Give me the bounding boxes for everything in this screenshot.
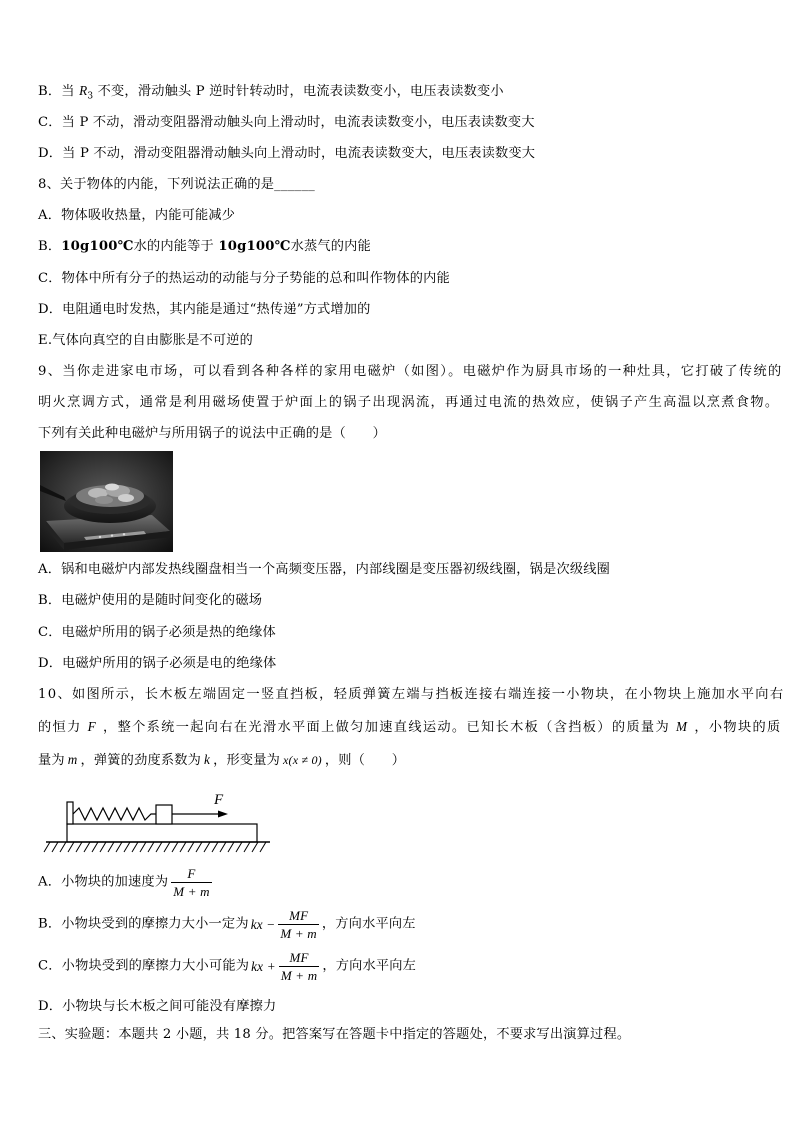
- small-block: [156, 805, 172, 824]
- induction-cooker-photo: [40, 451, 173, 552]
- q10-line3-mass-block-var: m: [67, 752, 78, 767]
- q8-option-a: A．物体吸收热量，内能可能减少: [38, 208, 236, 223]
- q10-option-c-text: C．小物块受到的摩擦力大小可能为: [38, 958, 250, 974]
- q8-option-b-suffix: 水蒸气的内能: [290, 239, 371, 254]
- q9-stem-line1: 9、当你走进家电市场，可以看到各种各样的家用电磁炉（如图）。电磁炉作为厨具市场的一种灶具，它打破了传统的: [38, 364, 783, 379]
- q8-option-b-bold1: 10g100℃: [61, 239, 134, 254]
- q10-line2-b: ，整个系统一起向右在光滑水平面上做匀加速直线运动。已知长木板（含挡板）的质量为: [103, 720, 670, 735]
- q8-option-e: E.气体向真空的自由膨胀是不可逆的: [38, 333, 254, 348]
- q10-option-b-fraction: [278, 908, 319, 941]
- q9-option-d: D．电磁炉所用的锅子必须是电的绝缘体: [38, 656, 277, 671]
- q9-stem-line2: 明火烹调方式，通常是利用磁场使置于炉面上的锅子出现涡流，再通过电流的热效应，使锅子产生高温以烹煮食物。: [38, 395, 780, 410]
- q8-option-b-mid: 水的内能等于: [133, 239, 219, 254]
- spring-block-board-diagram: [42, 788, 274, 858]
- q7-option-d: D．当 P 不动，滑动变阻器滑动触头向上滑动时，电流表读数变大，电压表读数变大: [38, 146, 536, 161]
- q10-option-a-denominator: M + m: [173, 884, 210, 899]
- q8-option-b-bold2: 10g100℃: [218, 239, 291, 254]
- q7-option-b-suffix: 不变，滑动触头 P 逆时针转动时，电流表读数变小，电压表读数变小: [93, 84, 504, 99]
- q10-option-a-fraction: [171, 866, 212, 899]
- q8-option-d: D．电阻通电时发热，其内能是通过“热传递”方式增加的: [38, 302, 371, 317]
- q10-line3-d: ，则（ ）: [324, 753, 406, 768]
- stop-plate: [67, 802, 73, 824]
- q7-option-b-r: R: [79, 83, 88, 98]
- q9-stem-line3: 下列有关此种电磁炉与所用锅子的说法中正确的是（ ）: [38, 426, 387, 441]
- q10-option-d: D．小物块与长木板之间可能没有摩擦力: [38, 999, 277, 1014]
- q10-line3-b: ，弹簧的劲度系数为: [80, 753, 202, 768]
- q8-option-c: C．物体中所有分子的热运动的动能与分子势能的总和叫作物体的内能: [38, 271, 450, 286]
- q10-option-c: [38, 950, 416, 983]
- q7-option-b: [38, 82, 504, 106]
- q10-stem-line1: 10、如图所示，长木板左端固定一竖直挡板，轻质弹簧左端与挡板连接右端连接一小物块，在小物块上施加水平向右: [38, 687, 785, 702]
- q10-option-c-denominator: M + m: [280, 968, 318, 983]
- section3-heading: 三、实验题：本题共 2 小题，共 18 分。把答案写在答题卡中指定的答题处，不要求写出演算过程。: [38, 1027, 631, 1042]
- q10-line2-force-var: F: [87, 719, 98, 734]
- q10-option-a-text: A．小物块的加速度为: [38, 874, 169, 890]
- q10-option-b-numerator: MF: [278, 908, 319, 925]
- q10-line3-c: ，形变量为: [213, 753, 281, 768]
- q10-stem-line3: [38, 751, 405, 770]
- q10-option-b-text: B．小物块受到的摩擦力大小一定为: [38, 916, 249, 932]
- q10-line3-deformation-var: x(x ≠ 0): [283, 753, 322, 767]
- q10-line2-c: ，小物块的质: [694, 720, 782, 735]
- q7-option-b-prefix: B．当: [38, 84, 80, 99]
- q9-option-b: B．电磁炉使用的是随时间变化的磁场: [38, 593, 263, 608]
- q10-option-b-denominator: M + m: [280, 926, 317, 941]
- q10-option-a: [38, 866, 215, 899]
- q8-stem: 8、关于物体的内能，下列说法正确的是______: [38, 177, 315, 192]
- ground-hatching: [44, 842, 266, 852]
- q7-option-b-r-sub: 3: [87, 91, 94, 102]
- q10-line3-a: 量为: [38, 753, 65, 768]
- q10-option-b: [38, 908, 416, 941]
- q10-option-b-suffix: ，方向水平向左: [321, 916, 416, 932]
- q10-option-c-numerator: MF: [279, 950, 320, 967]
- q8-option-b: [38, 238, 371, 256]
- q7-option-c: C．当 P 不动，滑动变阻器滑动触头向上滑动时，电流表读数变小，电压表读数变大: [38, 115, 535, 130]
- long-board: [67, 824, 257, 842]
- q10-option-c-fraction: [279, 950, 320, 983]
- q9-option-a: A．锅和电磁炉内部发热线圈盘相当一个高频变压器，内部线圈是变压器初级线圈，锅是次级线圈: [38, 562, 610, 577]
- q10-option-c-suffix: ，方向水平向左: [322, 958, 417, 974]
- force-label: F: [214, 792, 224, 808]
- q10-line2-mass-board-var: M: [676, 719, 689, 734]
- q10-option-b-kx: kx −: [250, 916, 276, 932]
- spring: [73, 808, 156, 820]
- q10-line2-a: 的恒力: [38, 720, 82, 735]
- q10-option-c-kx: kx +: [251, 958, 276, 974]
- q10-line3-spring-constant-var: k: [204, 752, 211, 767]
- q10-option-a-numerator: F: [171, 866, 212, 883]
- q9-option-c: C．电磁炉所用的锅子必须是热的绝缘体: [38, 625, 276, 640]
- force-arrow-head: [218, 811, 228, 818]
- q10-stem-line2: [38, 718, 782, 737]
- q8-option-b-prefix: B．: [38, 239, 62, 254]
